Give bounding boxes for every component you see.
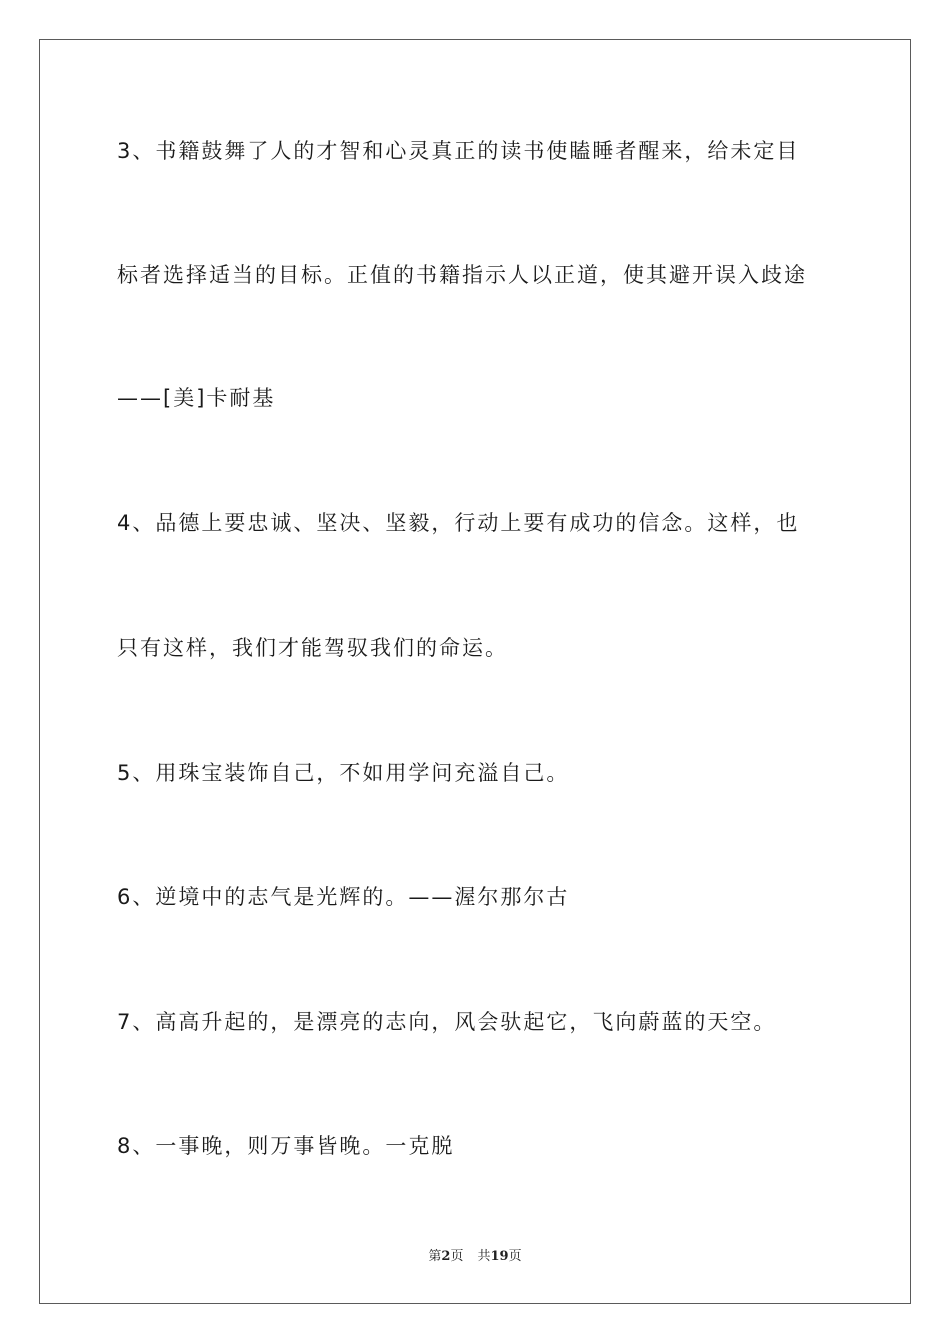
text-line-9: 8、一事晚，则万事皆晚。一克脱 <box>117 1134 455 1158</box>
text-line-4: 4、品德上要忠诚、坚决、坚毅，行动上要有成功的信念。这样，也 <box>117 511 800 535</box>
total-pages: 19 <box>490 1249 509 1264</box>
page-prefix: 第 <box>428 1249 442 1264</box>
text-line-2: 标者选择适当的目标。正值的书籍指示人以正道，使其避开误入歧途 <box>117 263 807 287</box>
text-line-6: 5、用珠宝装饰自己，不如用学问充溢自己。 <box>117 761 570 785</box>
page-footer <box>0 1245 950 1264</box>
page-number: 2 <box>441 1249 451 1264</box>
total-suffix: 页 <box>508 1249 522 1264</box>
text-line-3: ——[美]卡耐基 <box>117 386 276 410</box>
page-suffix: 页 <box>450 1249 464 1264</box>
text-line-1: 3、书籍鼓舞了人的才智和心灵真正的读书使瞌睡者醒来，给未定目 <box>117 139 800 163</box>
total-prefix: 共 <box>477 1249 491 1264</box>
text-line-5: 只有这样，我们才能驾驭我们的命运。 <box>117 636 508 660</box>
text-line-8: 7、高高升起的，是漂亮的志向，风会驮起它，飞向蔚蓝的天空。 <box>117 1010 777 1034</box>
page-border <box>39 39 911 1304</box>
text-line-7: 6、逆境中的志气是光辉的。——渥尔那尔古 <box>117 885 570 909</box>
